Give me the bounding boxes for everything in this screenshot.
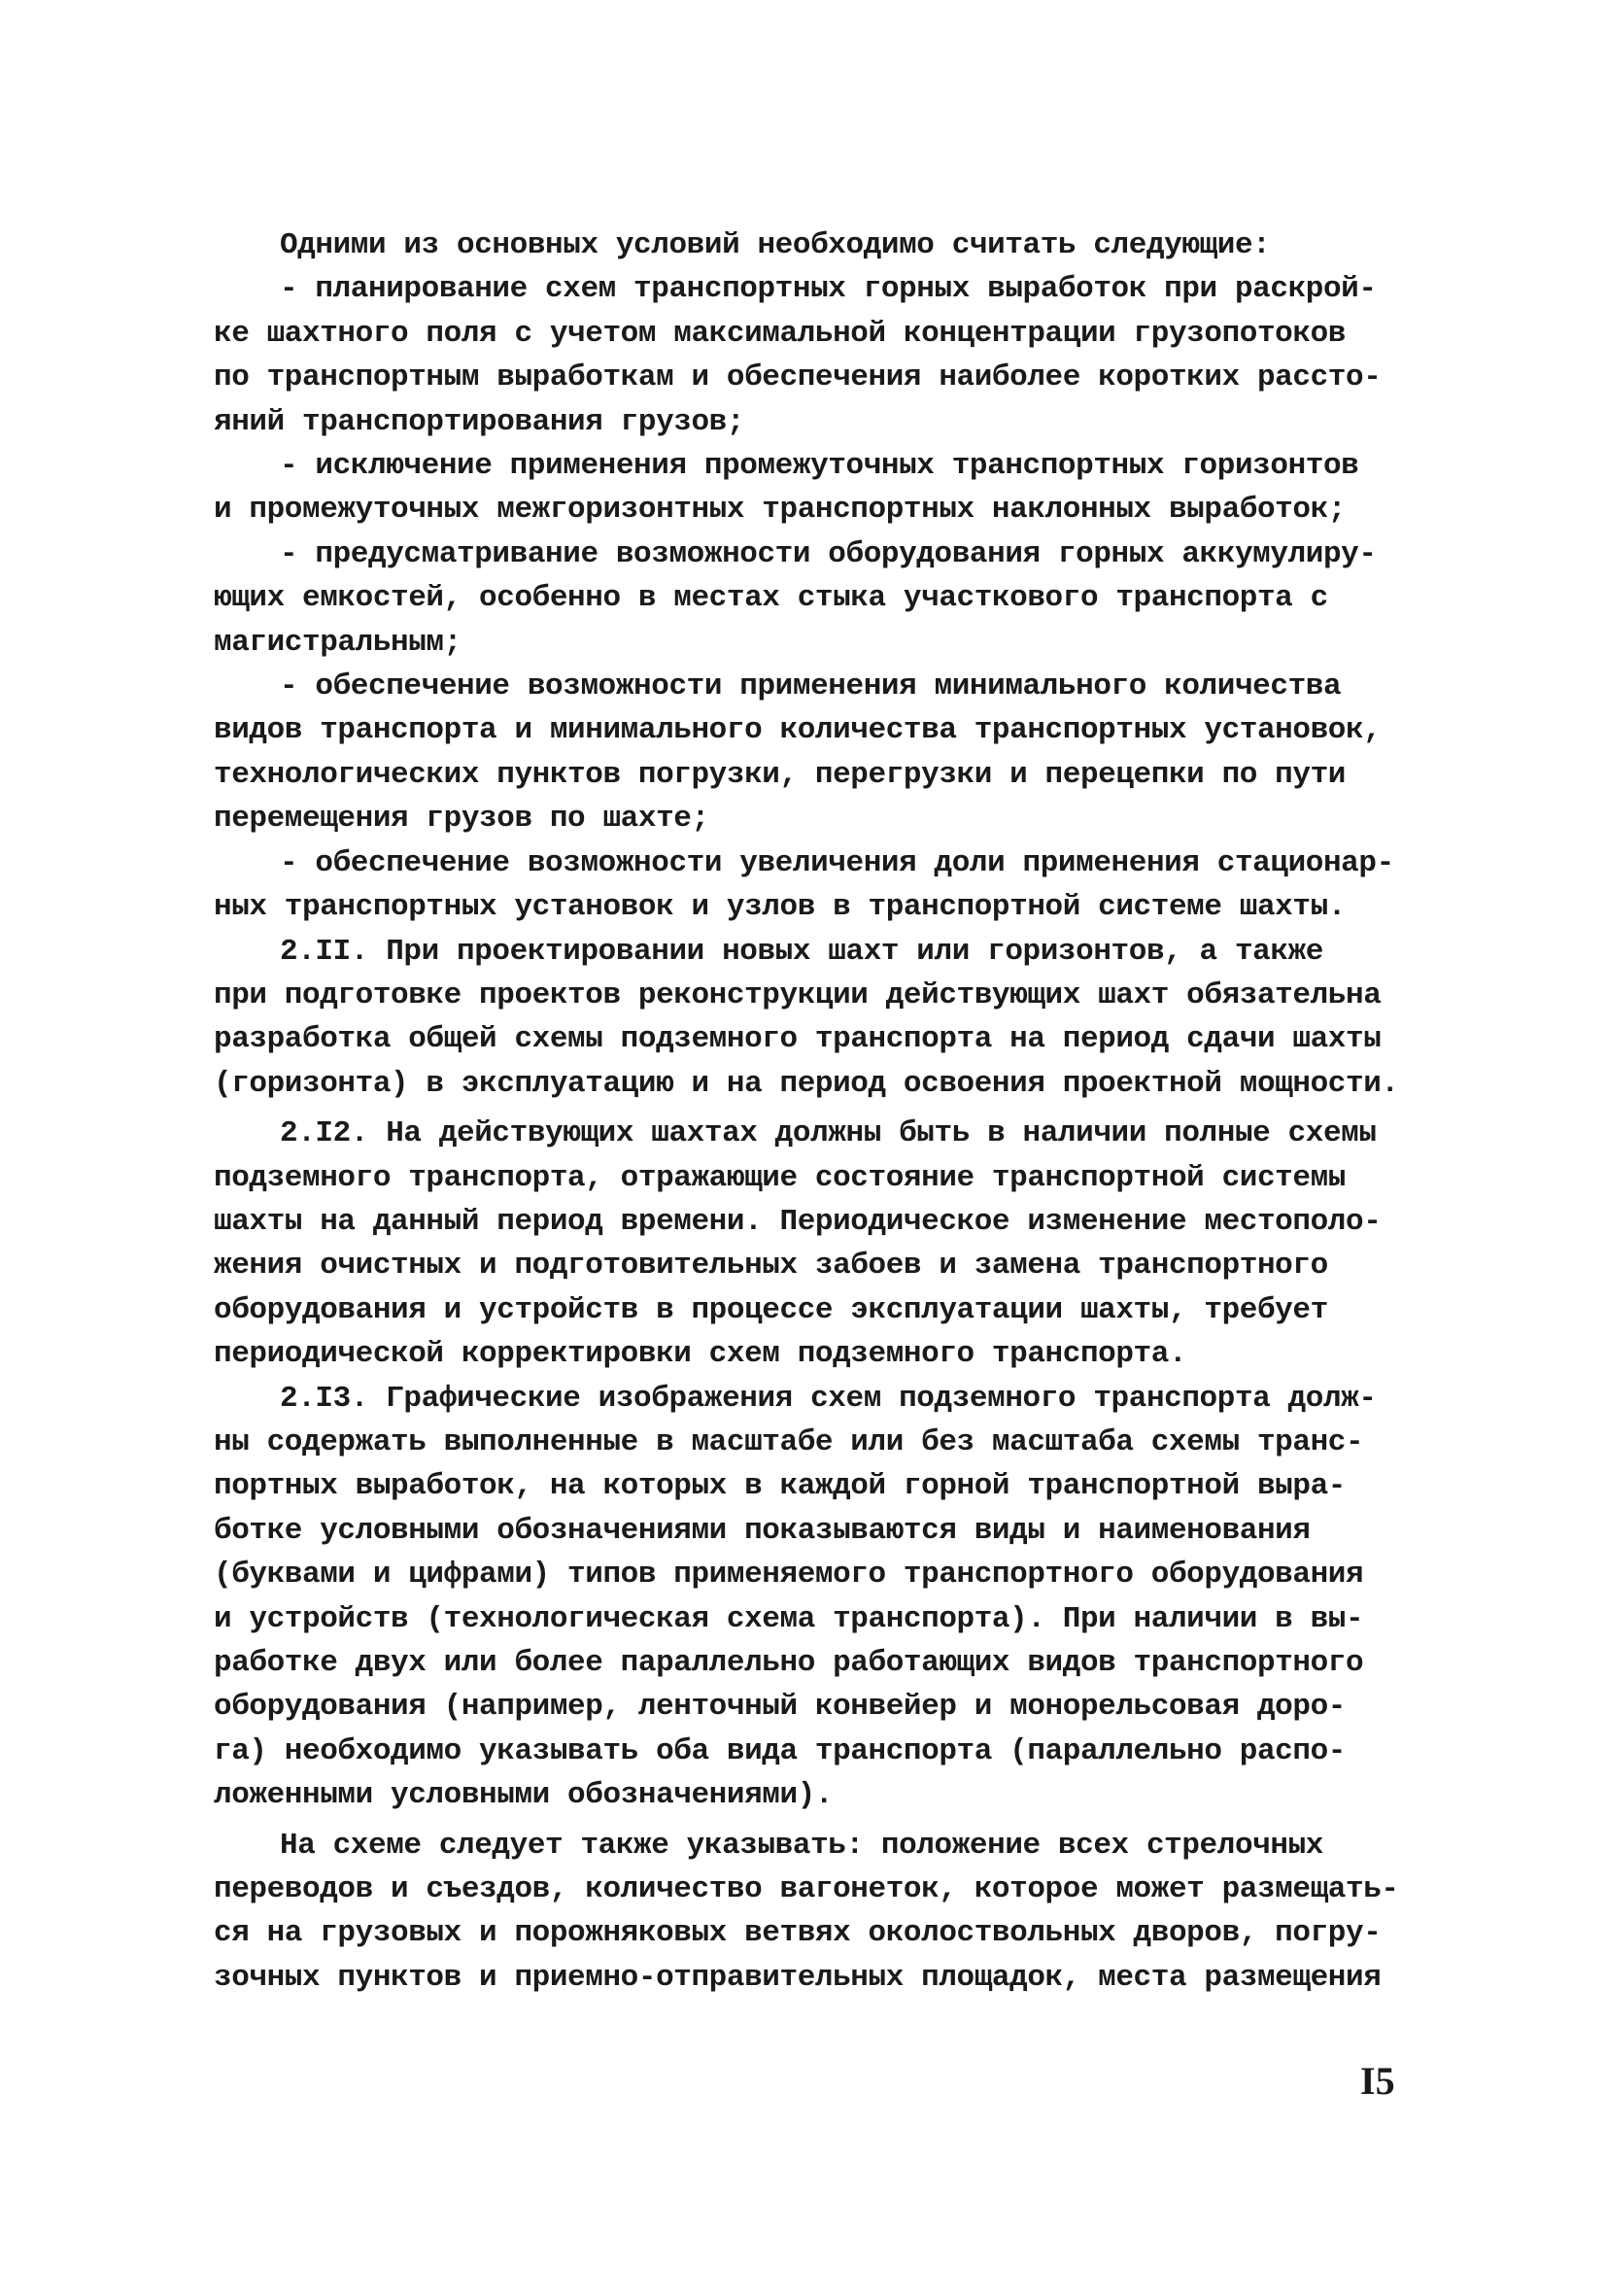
text-line: видов транспорта и минимального количества транспортных установок, [214, 713, 1382, 748]
text-line: зочных пунктов и приемно-отправительных площадок, места размещения [214, 1960, 1382, 1995]
text-line: жения очистных и подготовительных забоев и замена транспортного [214, 1249, 1328, 1284]
text-line: - предусматривание возможности оборудования горных аккумулиру- [280, 536, 1377, 571]
text-line: На схеме следует также указывать: положение всех стрелочных [280, 1828, 1323, 1863]
text-line: - обеспечение возможности применения минимального количества [280, 669, 1342, 704]
text-line: ложенными условными обозначениями). [214, 1778, 834, 1813]
text-line: шахты на данный период времени. Периодическое изменение местополо- [214, 1204, 1382, 1239]
text-line: оборудования и устройств в процессе эксплуатации шахты, требует [214, 1292, 1328, 1327]
body-text [214, 223, 1438, 2000]
text-line: ботке условными обозначениями показываются виды и наименования [214, 1513, 1311, 1548]
text-line: - обеспечение возможности увеличения доли применения стационар- [280, 845, 1394, 880]
text-line: ных транспортных установок и узлов в транспортной системе шахты. [214, 890, 1346, 925]
text-line: га) необходимо указывать оба вида транспорта (параллельно распо- [214, 1733, 1346, 1768]
text-line: технологических пунктов погрузки, перегрузки и перецепки по пути [214, 757, 1346, 792]
text-line: ющих емкостей, особенно в местах стыка участкового транспорта с [214, 581, 1328, 616]
text-line: (горизонта) в эксплуатацию и на период освоения проектной мощности. [214, 1066, 1399, 1101]
text-line: портных выработок, на которых в каждой горной транспортной выра- [214, 1469, 1346, 1504]
text-line: подземного транспорта, отражающие состояние транспортной системы [214, 1160, 1346, 1195]
section-2-12-heading: 2.I2. На действующих шахтах должны быть в наличии полные схемы [280, 1116, 1377, 1151]
text-line: перемещения грузов по шахте; [214, 802, 709, 837]
text-line: по транспортным выработкам и обеспечения наиболее коротких рассто- [214, 360, 1382, 395]
text-line: периодической корректировки схем подземного транспорта. [214, 1337, 1187, 1372]
text-line: ся на грузовых и порожняковых ветвях околоствольных дворов, погру- [214, 1916, 1382, 1951]
text-line: работке двух или более параллельно работающих видов транспортного [214, 1646, 1364, 1680]
text-line: Одними из основных условий необходимо считать следующие: [280, 228, 1271, 262]
text-line: яний транспортирования грузов; [214, 404, 745, 439]
text-line: ке шахтного поля с учетом максимальной концентрации грузопотоков [214, 316, 1346, 351]
text-line: - планирование схем транспортных горных выработок при раскрой- [280, 272, 1377, 307]
section-2-13-heading: 2.I3. Графические изображения схем подземного транспорта долж- [280, 1381, 1377, 1416]
text-line: и промежуточных межгоризонтных транспортных наклонных выработок; [214, 493, 1346, 528]
text-line: при подготовке проектов реконструкции действующих шахт обязательна [214, 977, 1382, 1012]
page-number: I5 [1360, 2059, 1395, 2103]
text-line: оборудования (например, ленточный конвейер и монорельсовая доро- [214, 1690, 1346, 1725]
text-line: ны содержать выполненные в масштабе или без масштаба схемы транс- [214, 1424, 1364, 1459]
text-line: магистральным; [214, 625, 462, 660]
section-2-11-heading: 2.II. При проектировании новых шахт или горизонтов, а также [280, 934, 1323, 969]
text-line: переводов и съездов, количество вагонеток, которое может размещать- [214, 1872, 1399, 1907]
text-line: разработка общей схемы подземного транспорта на период сдачи шахты [214, 1022, 1382, 1057]
text-line: и устройств (технологическая схема транспорта). При наличии в вы- [214, 1601, 1364, 1636]
text-line: - исключение применения промежуточных транспортных горизонтов [280, 449, 1359, 484]
text-line: (буквами и цифрами) типов применяемого транспортного оборудования [214, 1558, 1364, 1593]
